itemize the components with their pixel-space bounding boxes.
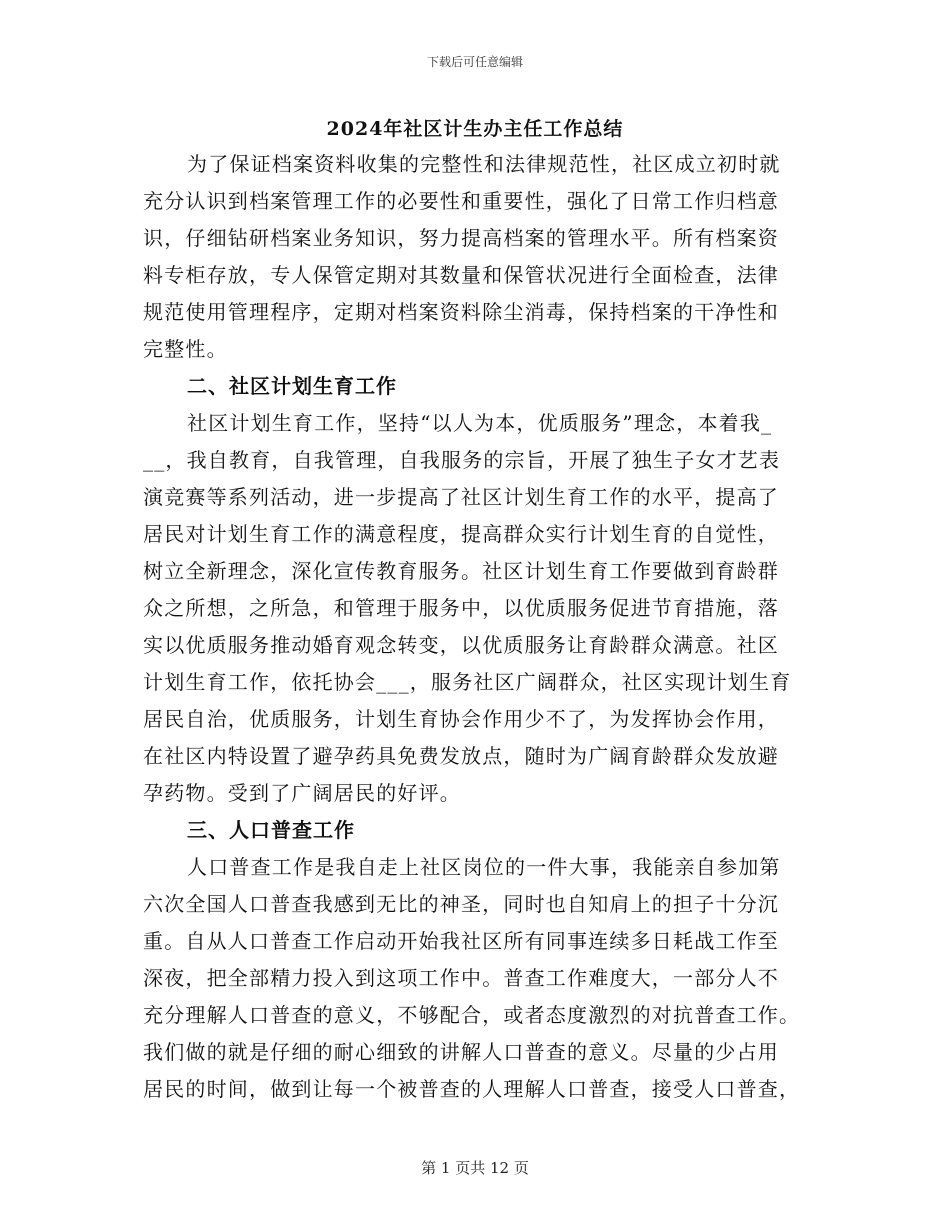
paragraph-line: 充分理解人口普查的意义，不够配合，或者态度激烈的对抗普查工作。 — [143, 1003, 801, 1027]
paragraph-line: 料专柜存放，专人保管定期对其数量和保管状况进行全面检查，法律 — [143, 263, 779, 287]
paragraph-line: 我们做的就是仔细的耐心细致的讲解人口普查的意义。尽量的少占用 — [143, 1040, 779, 1064]
paragraph-line: 完整性。 — [143, 337, 228, 361]
paragraph-line: 深夜，把全部精力投入到这项工作中。普查工作难度大，一部分人不 — [143, 966, 779, 990]
paragraph-line: 计划生育工作，依托协会___，服务社区广阔群众，社区实现计划生育 — [143, 670, 792, 694]
paragraph-line: 识，仔细钻研档案业务知识，努力提高档案的管理水平。所有档案资 — [143, 226, 779, 250]
section-heading: 二、社区计划生育工作 — [187, 374, 397, 398]
page-header: 下载后可任意编辑 — [426, 55, 523, 69]
paragraph-line: 规范使用管理程序，定期对档案资料除尘消毒，保持档案的干净性和 — [143, 300, 779, 324]
paragraph-line: 为了保证档案资料收集的完整性和法律规范性，社区成立初时就 — [187, 152, 781, 176]
paragraph-line: 居民的时间，做到让每一个被普查的人理解人口普查，接受人口普查， — [143, 1077, 801, 1101]
paragraph-line: 实以优质服务推动婚育观念转变，以优质服务让育龄群众满意。社区 — [143, 633, 779, 657]
document-title: 2024年社区计生办主任工作总结 — [326, 118, 624, 140]
paragraph-line: 社区计划生育工作，坚持“以人为本，优质服务”理念，本着我_ — [187, 411, 773, 435]
paragraph-line: 六次全国人口普查我感到无比的神圣，同时也自知肩上的担子十分沉 — [143, 892, 779, 916]
paragraph-line: 人口普查工作是我自走上社区岗位的一件大事，我能亲自参加第 — [187, 855, 781, 879]
paragraph-line: 居民自治，优质服务，计划生育协会作用少不了，为发挥协会作用， — [143, 707, 779, 731]
section-heading: 三、人口普查工作 — [187, 818, 355, 842]
paragraph-line: 树立全新理念，深化宣传教育服务。社区计划生育工作要做到育龄群 — [143, 559, 779, 583]
paragraph-line: 演竞赛等系列活动，进一步提高了社区计划生育工作的水平，提高了 — [143, 485, 779, 509]
paragraph-line: 孕药物。受到了广阔居民的好评。 — [143, 781, 461, 805]
paragraph-line: 充分认识到档案管理工作的必要性和重要性，强化了日常工作归档意 — [143, 189, 779, 213]
page-footer: 第 1 页共 12 页 — [421, 1159, 529, 1177]
paragraph-line: 在社区内特设置了避孕药具免费发放点，随时为广阔育龄群众发放避 — [143, 744, 779, 768]
paragraph-line: 居民对计划生育工作的满意程度，提高群众实行计划生育的自觉性， — [143, 522, 779, 546]
paragraph-line: __，我自教育，自我管理，自我服务的宗旨，开展了独生子女才艺表 — [143, 448, 781, 472]
paragraph-line: 重。自从人口普查工作启动开始我社区所有同事连续多日耗战工作至 — [143, 929, 779, 953]
paragraph-line: 众之所想，之所急，和管理于服务中，以优质服务促进节育措施，落 — [143, 596, 779, 620]
document-body — [143, 146, 811, 1108]
